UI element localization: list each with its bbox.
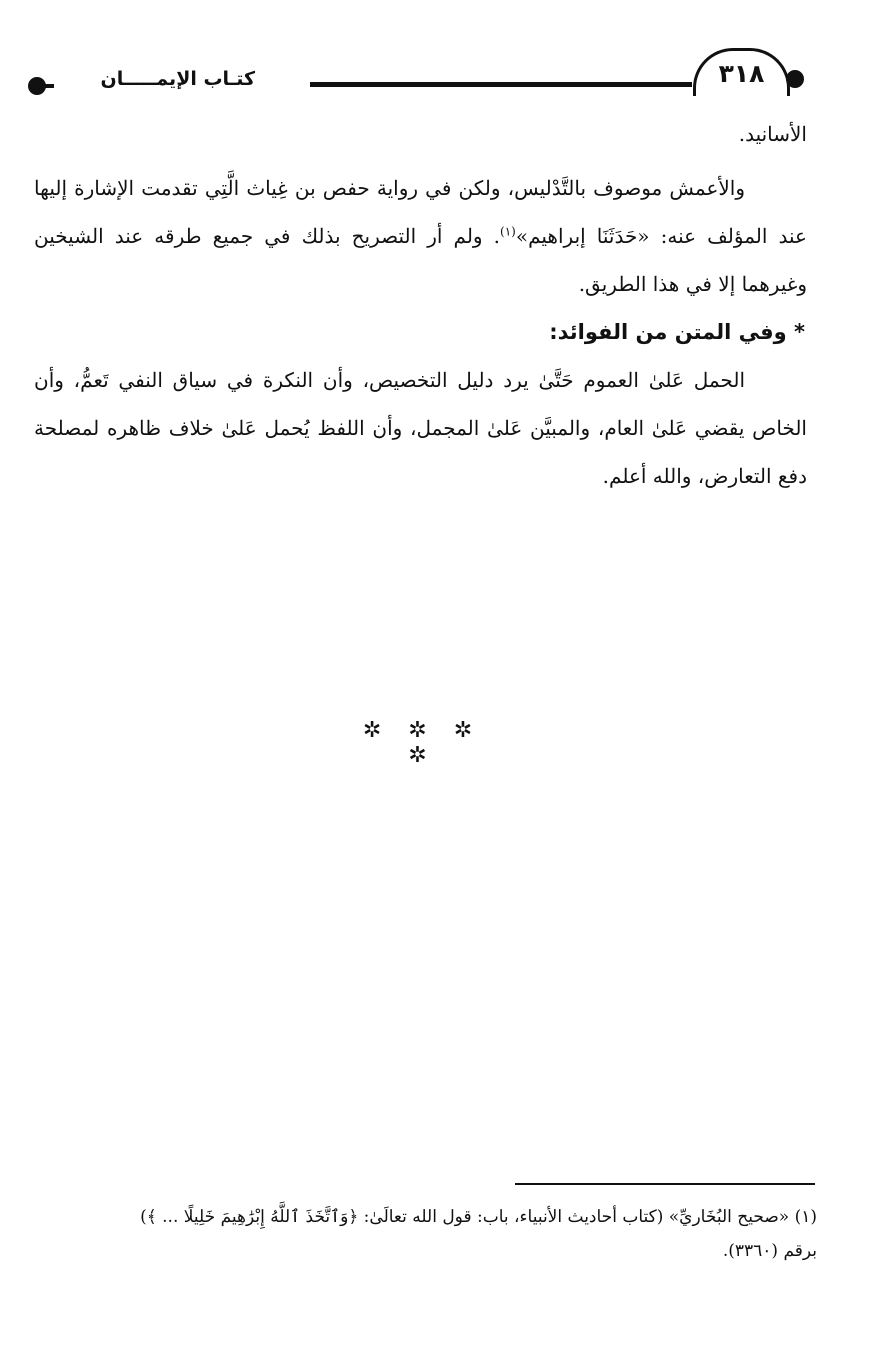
paragraph-2	[34, 356, 807, 500]
footnote	[30, 1200, 817, 1268]
footnote-reference[interactable]: (١)	[500, 224, 516, 239]
page-number-badge	[693, 48, 790, 96]
continued-text	[34, 110, 807, 158]
footnote-line-1: (١) «صحيح البُخَاريِّ» (كتاب أحاديث الأنبياء، باب: قول الله تعالَىٰ: ﴿وَٱتَّخَذَ ٱللَّهُ إِبْرَٰهِيمَ خَلِيلًا ... ﴾)	[140, 1207, 817, 1227]
header-ornament-right	[786, 70, 804, 88]
footnote-rule	[515, 1183, 815, 1185]
header-ornament-left-tail	[44, 84, 54, 88]
paragraph-1	[34, 164, 807, 308]
header-rule	[310, 82, 692, 87]
paragraph-1-start: والأعمش موصوف بالتَّدْليس، ولكن في رواية حفص بن غِياث الَّتِي تقدمت الإشارة إليها عند المؤلف عنه: «حَدَثَنَا إبراهيم»	[34, 176, 807, 248]
line-previous-end: الأسانيد.	[738, 122, 807, 146]
footnote-line-2: برقم (٣٣٦٠).	[722, 1241, 817, 1261]
section-heading: * وفي المتن من الفوائد:	[549, 320, 805, 344]
section-separator: ✲ ✲ ✲ ✲	[362, 718, 483, 768]
paragraph-1-end: . ولم أر التصريح بذلك في جميع طرقه عند الشيخين وغيرهما إلا في هذا الطريق.	[34, 224, 807, 296]
paragraph-1-text	[34, 164, 807, 308]
book-title: كتـاب الإيمـــــان	[100, 68, 255, 90]
page-number: ٣١٨	[718, 59, 765, 88]
paragraph-2-text: الحمل عَلىٰ العموم حَتَّىٰ يرد دليل التخصيص، وأن النكرة في سياق النفي تَعمُّ، وأن الخاص يقضي عَلىٰ العام، والمبيَّن عَلىٰ المجمل، وأن اللفظ يُحمل عَلىٰ خلاف ظاهره لمصلحة دفع التعارض، والله أعلم.	[34, 368, 807, 488]
page-header	[0, 0, 885, 110]
